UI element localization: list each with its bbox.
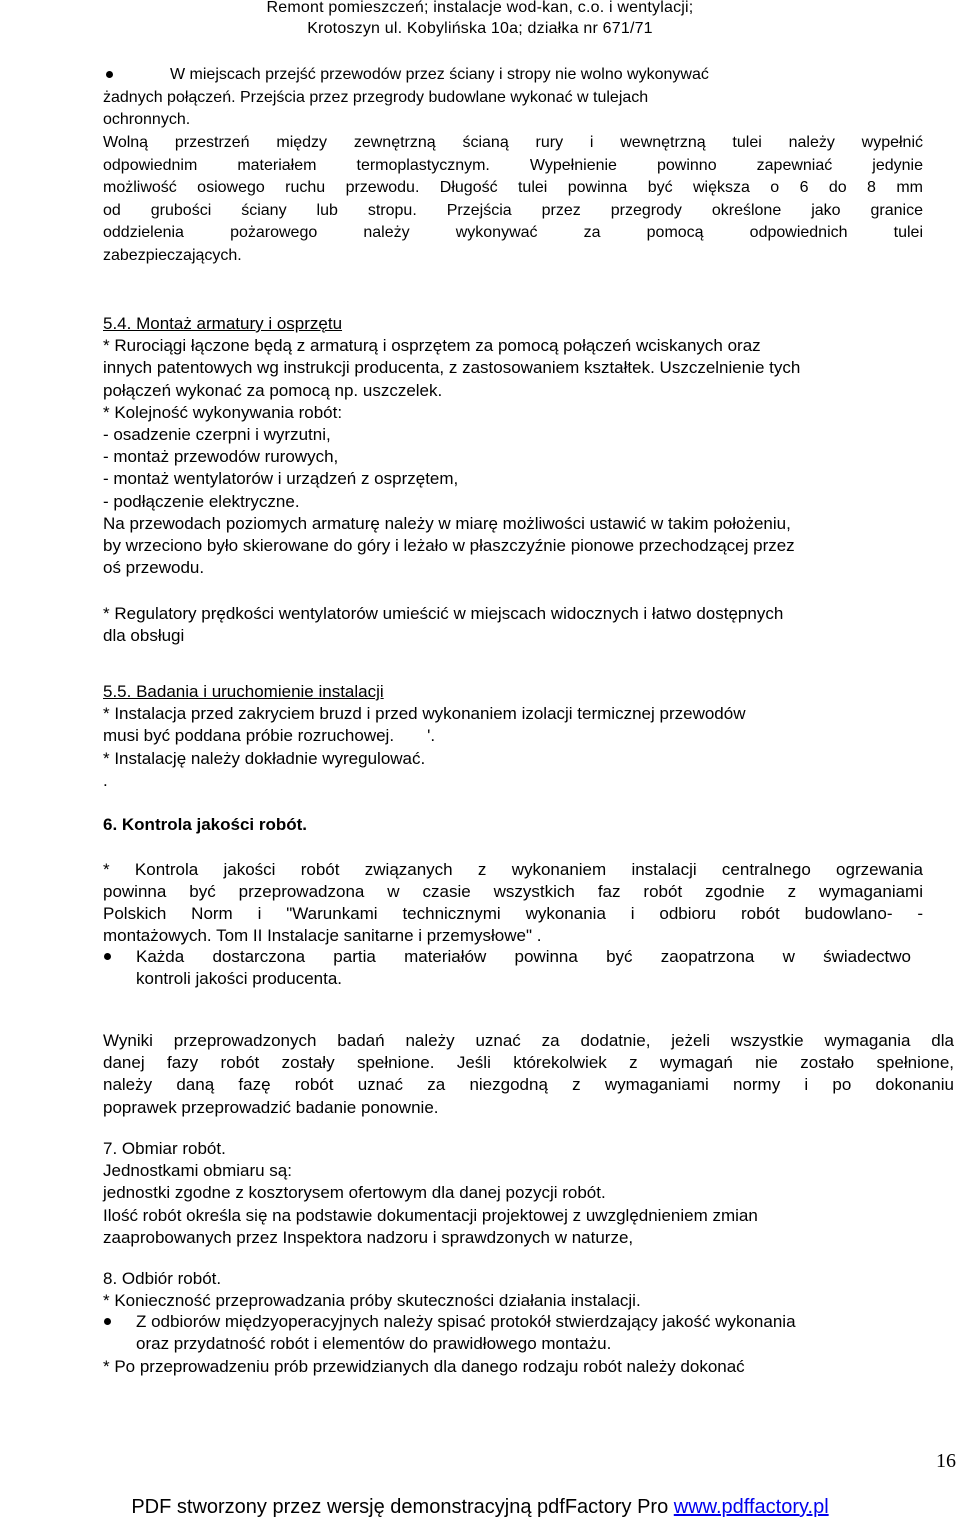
text-line: Wolną przestrzeń między zewnętrzną ścianą rury i wewnętrzną tulei należy wypełnić	[103, 134, 923, 151]
text-line: odpowiednim materiałem termoplastycznym. Wypełnienie powinno zapewniać jedynie	[103, 156, 923, 174]
text-line: musi być poddana próbie rozruchowej. '.	[103, 726, 436, 746]
text-line: Z odbiorów międzyoperacyjnych należy spisać protokół stwierdzający jakość wykonania	[136, 1312, 796, 1331]
footer-link[interactable]: www.pdffactory.pl	[673, 1496, 829, 1518]
sleeve-paragraph	[103, 132, 923, 245]
results-paragraph	[103, 1030, 954, 1097]
page-number: 16	[936, 1450, 956, 1472]
text-line: od grubości ściany lub stropu. Przejścia przez przegrody określone jako granice	[103, 201, 923, 219]
text-line: * Konieczność przeprowadzania próby skuteczności działania instalacji.	[103, 1291, 641, 1311]
text-line: danej fazy robót zostały spełnione. Jeśli którekolwiek z wymagań nie zostało spełnione,	[103, 1053, 954, 1073]
text-line: Wyniki przeprowadzonych badań należy uznać za dodatnie, jeżeli wszystkie wymagania dla	[103, 1031, 954, 1050]
quality-control-paragraph-end: montażowych. Tom II Instalacje sanitarne i przemysłowe" .	[103, 926, 542, 945]
section-6-heading: 6. Kontrola jakości robót.	[103, 815, 308, 834]
section-5-4	[103, 313, 923, 579]
top-bullet-paragraph	[103, 64, 923, 132]
section-heading: 5.5. Badania i uruchomienie instalacji	[103, 682, 384, 701]
text-line: ochronnych.	[103, 111, 191, 129]
sleeve-paragraph-end: zabezpieczających.	[103, 247, 242, 264]
regulators-paragraph	[103, 603, 923, 647]
text-line: oraz przydatność robót i elementów do prawidłowego montażu.	[136, 1334, 612, 1354]
text-line: Ilość robót określa się na podstawie dokumentacji projektowej z uwzględnieniem zmian	[103, 1205, 758, 1225]
text-line: * Kontrola jakości robót związanych z wykonaniem instalacji centralnego ogrzewania	[103, 860, 923, 879]
text-line: żadnych połączeń. Przejścia przez przegrody budowlane wykonać w tulejach	[103, 88, 649, 106]
text-line: powinna być przeprowadzona w czasie wszystkich faz robót zgodnie z wymaganiami	[103, 882, 923, 902]
bullet-paragraph	[136, 1311, 936, 1355]
text-line: - montaż przewodów rurowych,	[103, 447, 339, 467]
bullet-icon	[104, 953, 111, 960]
pdf-footer	[0, 1494, 960, 1520]
text-line: możliwość osiowego ruchu przewodu. Długość tulei powinna być większa o 6 do 8 mm	[103, 179, 923, 197]
results-paragraph-end: poprawek przeprowadzić badanie ponownie.	[103, 1098, 439, 1117]
text-line: * Regulatory prędkości wentylatorów umieścić w miejscach widocznych i łatwo dostępnych	[103, 604, 784, 623]
text-line: Jednostkami obmiaru są:	[103, 1161, 292, 1181]
header-line-2: Krotoszyn ul. Kobylińska 10a; działka nr 671/71	[307, 20, 653, 37]
text-line: oś przewodu.	[103, 558, 205, 578]
section-8	[103, 1268, 923, 1312]
section-7	[103, 1138, 923, 1249]
text-line: - montaż wentylatorów i urządzeń z osprzętem,	[103, 469, 459, 489]
section-heading: 8. Odbiór robót.	[103, 1269, 222, 1288]
text-line: * Kolejność wykonywania robót:	[103, 402, 343, 422]
text-line: jednostki zgodne z kosztorysem ofertowym dla danej pozycji robót.	[103, 1183, 606, 1203]
text-line: należy daną fazę robót uznać za niezgodną z wymaganiami normy i po dokonaniu	[103, 1075, 954, 1095]
text-line: W miejscach przejść przewodów przez ściany i stropy nie wolno wykonywać	[170, 66, 709, 83]
text-line: .	[103, 770, 108, 790]
text-line: * Instalacja przed zakryciem bruzd i przed wykonaniem izolacji termicznej przewodów	[103, 704, 746, 724]
section-heading: 7. Obmiar robót.	[103, 1139, 226, 1158]
text-line: Polskich Norm i "Warunkami technicznymi wykonania i odbioru robót budowlano- -	[103, 904, 923, 924]
section-heading: 5.4. Montaż armatury i osprzętu	[103, 314, 343, 333]
text-line: * Instalację należy dokładnie wyregulować.	[103, 748, 426, 768]
bullet-paragraph-end: kontroli jakości producenta.	[136, 969, 343, 988]
footer-text: PDF stworzony przez wersję demonstracyjną pdfFactory Pro	[131, 1496, 674, 1518]
text-line: połączeń wykonać za pomocą np. uszczelek.	[103, 380, 443, 400]
text-line: dla obsługi	[103, 626, 185, 646]
text-line: by wrzeciono było skierowane do góry i leżało w płaszczyźnie pionowe przechodzącej przez	[103, 536, 795, 556]
text-line: zaaprobowanych przez Inspektora nadzoru i sprawdzonych w naturze,	[103, 1227, 634, 1247]
text-line: Na przewodach poziomych armaturę należy w miarę możliwości ustawić w takim położeniu,	[103, 513, 791, 533]
header-line-1: Remont pomieszczeń; instalacje wod-kan, c.o. i wentylacji;	[266, 0, 694, 16]
text-line: innych patentowych wg instrukcji producenta, z zastosowaniem kształtek. Uszczelnienie tych	[103, 358, 801, 378]
text-line: * Rurociągi łączone będą z armaturą i osprzętem za pomocą połączeń wciskanych oraz	[103, 336, 761, 356]
text-line: oddzielenia pożarowego należy wykonywać za pomocą odpowiednich tulei	[103, 224, 923, 242]
final-line: * Po przeprowadzeniu prób przewidzianych dla danego rodzaju robót należy dokonać	[103, 1357, 745, 1376]
text-line: - osadzenie czerpni i wyrzutni,	[103, 425, 331, 445]
bullet-icon	[104, 1318, 111, 1325]
quality-control-paragraph	[103, 859, 923, 926]
text-line: - podłączenie elektryczne.	[103, 491, 300, 511]
bullet-paragraph: Każda dostarczona partia materiałów powinna być zaopatrzona w świadectwo	[136, 947, 911, 966]
section-5-5	[103, 681, 923, 792]
